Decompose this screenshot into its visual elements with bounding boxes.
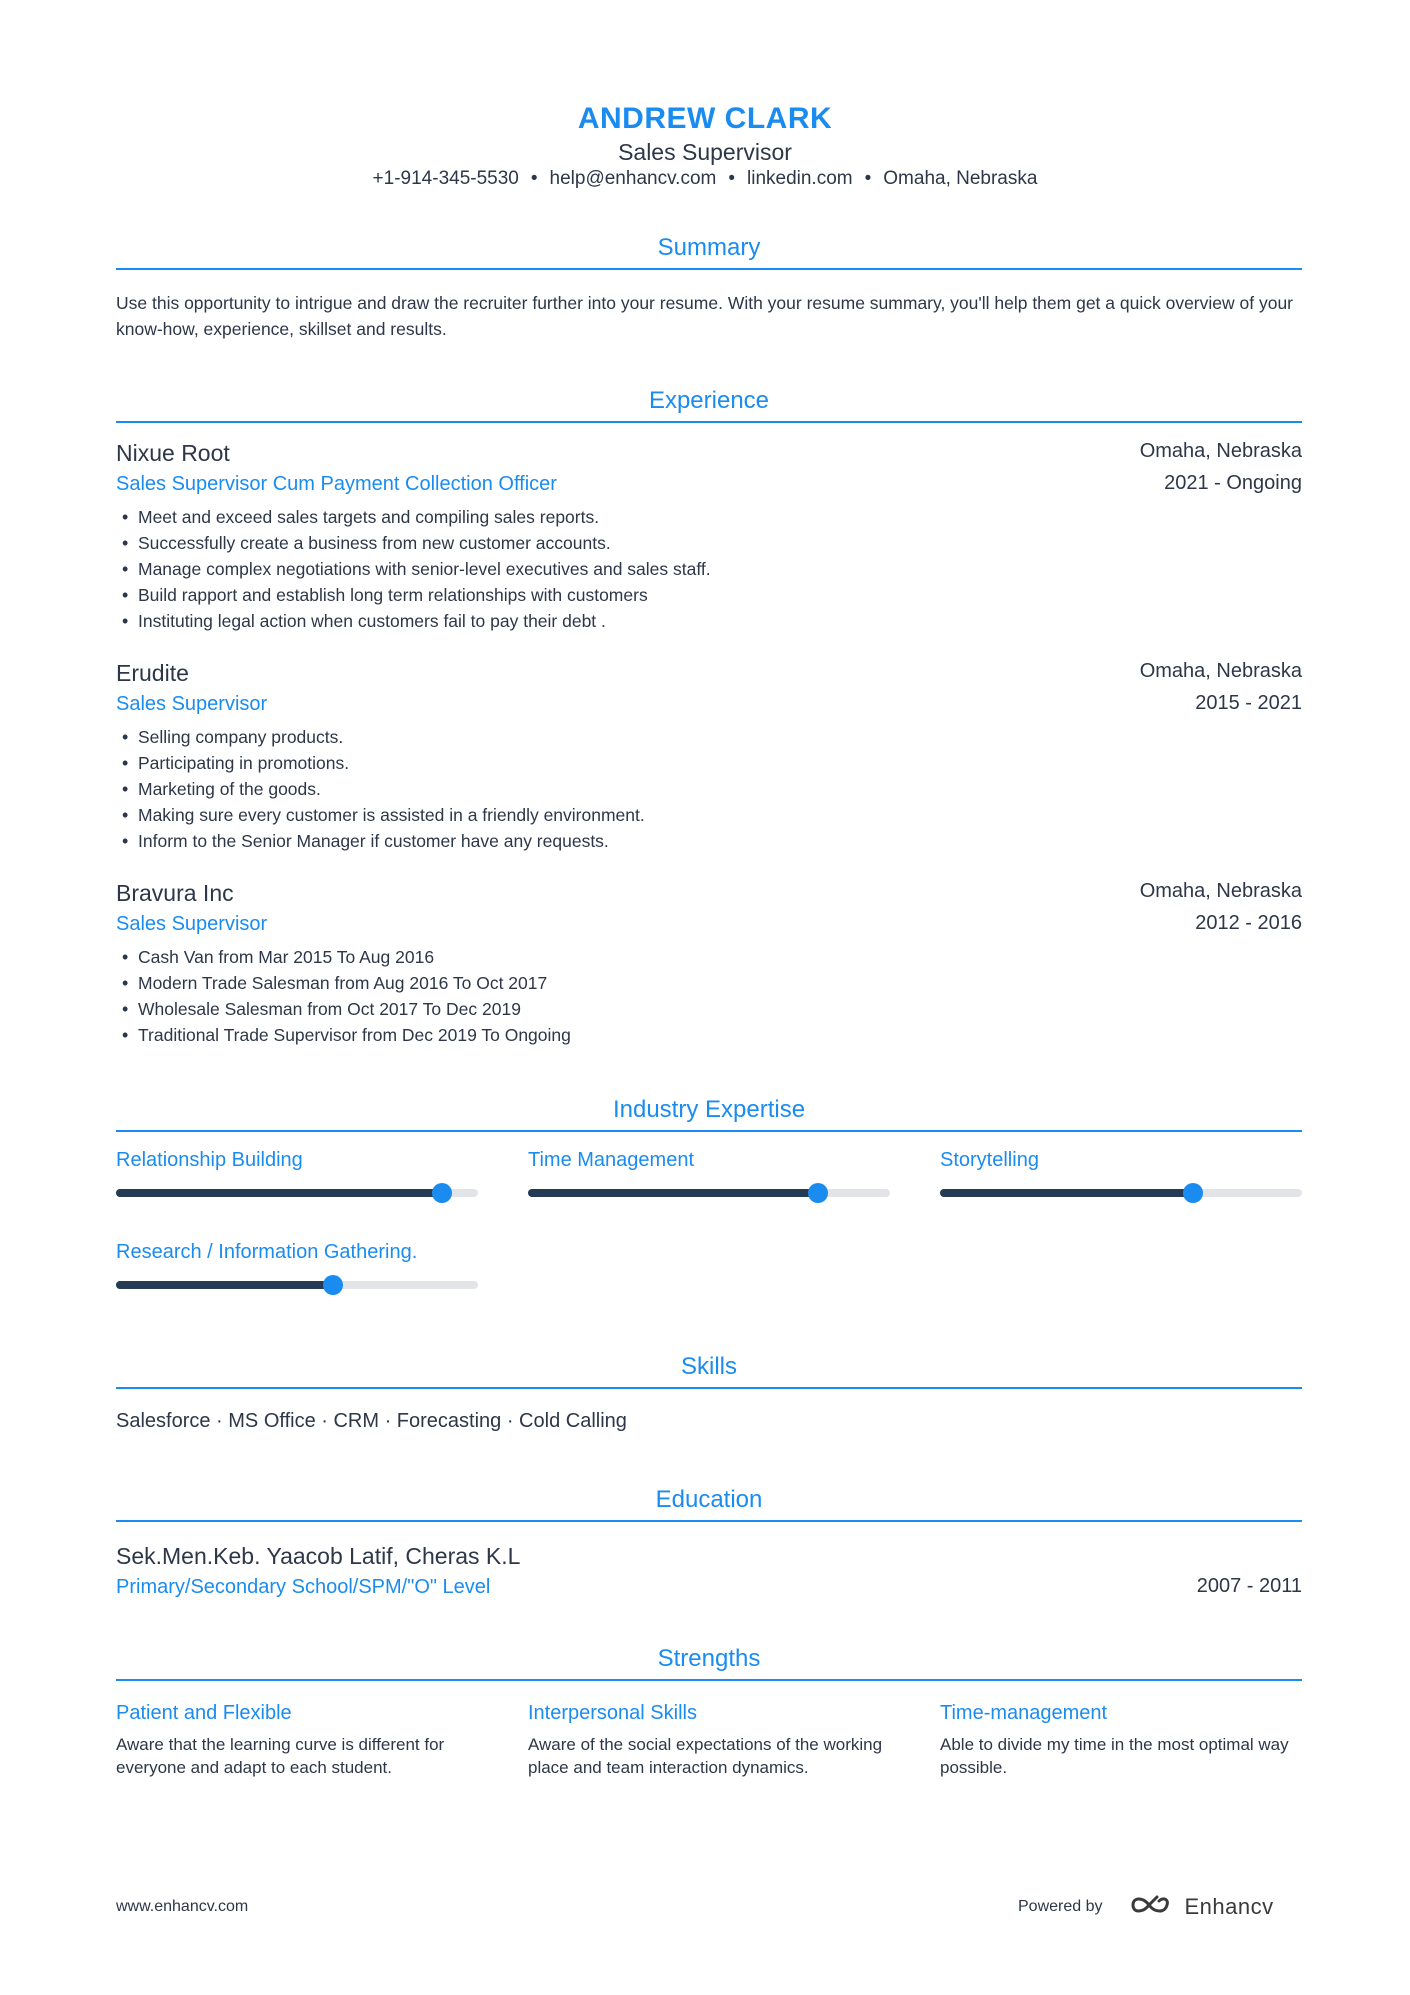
strength-title: Interpersonal Skills [528,1702,697,1724]
separator-dot: • [728,168,735,189]
job-location: Omaha, Nebraska [1139,440,1302,462]
skills-list: Salesforce · MS Office · CRM · Forecasting · Cold Calling [116,1410,627,1432]
location: Omaha, Nebraska [883,168,1038,189]
section-heading-expertise: Industry Expertise [116,1096,1302,1132]
expertise-item [528,1149,890,1172]
job-dates: 2012 - 2016 [1195,912,1302,934]
company-name: Bravura Inc [116,880,234,906]
expertise-bar-knob [323,1275,343,1295]
education-entry [116,1543,1302,1599]
experience-entry [116,660,1302,854]
phone: +1-914-345-5530 [372,168,519,189]
enhancv-logo-icon [1129,1893,1175,1922]
job-role: Sales Supervisor [116,693,268,715]
bullet-item: • Making sure every customer is assisted in a friendly environment. [122,802,1302,828]
company-name: Erudite [116,660,189,686]
bullet-item: • Manage complex negotiations with senior-level executives and sales staff. [122,556,1302,582]
expertise-label: Storytelling [940,1149,1039,1171]
bullet-item: • Cash Van from Mar 2015 To Aug 2016 [122,944,1302,970]
job-bullets [122,944,1302,1048]
strength-item [116,1702,486,1779]
section-heading-summary: Summary [116,234,1302,270]
brand-name: Enhancv [1184,1894,1274,1919]
school-name: Sek.Men.Keb. Yaacob Latif, Cheras K.L [116,1543,521,1569]
candidate-title: Sales Supervisor [618,139,792,165]
bullet-item: • Selling company products. [122,724,1302,750]
contact-line [0,168,1410,190]
expertise-item [116,1149,478,1172]
expertise-bar-track [528,1189,890,1197]
bullet-item: • Instituting legal action when customers fail to pay their debt . [122,608,1302,634]
bullet-item: • Traditional Trade Supervisor from Dec 2019 To Ongoing [122,1022,1302,1048]
expertise-bar-track [940,1189,1302,1197]
bullet-item: • Wholesale Salesman from Oct 2017 To Dec 2019 [122,996,1302,1022]
job-location: Omaha, Nebraska [1139,660,1302,682]
email-link[interactable]: help@enhancv.com [549,168,717,189]
strength-title: Time-management [940,1702,1108,1724]
expertise-bar-fill [940,1189,1193,1197]
expertise-bar-knob [432,1183,452,1203]
footer-website-link[interactable]: www.enhancv.com [116,1898,249,1915]
expertise-bar-track [116,1189,478,1197]
strength-description: Aware of the social expectations of the working place and team interaction dynamics. [528,1735,883,1777]
expertise-bar-fill [116,1281,333,1289]
bullet-item: • Modern Trade Salesman from Aug 2016 To Oct 2017 [122,970,1302,996]
bullet-item: • Participating in promotions. [122,750,1302,776]
bullet-item: • Inform to the Senior Manager if customer have any requests. [122,828,1302,854]
experience-entry [116,880,1302,1048]
education-dates: 2007 - 2011 [1196,1575,1302,1597]
separator-dot: • [530,168,538,189]
job-location: Omaha, Nebraska [1139,880,1302,902]
expertise-item [940,1149,1302,1172]
expertise-bar-track [116,1281,478,1289]
job-dates: 2015 - 2021 [1195,692,1302,714]
separator-dot: • [864,168,872,189]
expertise-item [116,1241,478,1264]
job-role: Sales Supervisor [116,913,268,935]
section-heading-experience: Experience [116,387,1302,423]
expertise-bar-fill [116,1189,442,1197]
job-bullets [122,724,1302,854]
linkedin-link[interactable]: linkedin.com [747,168,853,189]
expertise-label: Time Management [528,1149,694,1171]
degree: Primary/Secondary School/SPM/"O" Level [116,1576,491,1598]
bullet-item: • Marketing of the goods. [122,776,1302,802]
company-name: Nixue Root [116,440,230,466]
expertise-bar-knob [1183,1183,1203,1203]
summary-text: Use this opportunity to intrigue and draw the recruiter further into your resume. With your resume summary, you'll help them get a quick overview of your know-how, experience, skillset and results. [116,293,1294,339]
strength-description: Able to divide my time in the most optimal way possible. [940,1735,1289,1777]
expertise-label: Research / Information Gathering. [116,1241,418,1263]
job-bullets [122,504,1302,634]
experience-entry [116,440,1302,634]
strength-item [528,1702,898,1779]
expertise-bar-knob [808,1183,828,1203]
expertise-label: Relationship Building [116,1149,303,1171]
section-heading-education: Education [116,1486,1302,1522]
expertise-bar-fill [528,1189,818,1197]
job-dates: 2021 - Ongoing [1164,472,1302,494]
powered-by-label: Powered by [1018,1898,1103,1915]
bullet-item: • Meet and exceed sales targets and compiling sales reports. [122,504,1302,530]
bullet-item: • Successfully create a business from new customer accounts. [122,530,1302,556]
candidate-name: ANDREW CLARK [577,102,833,135]
bullet-item: • Build rapport and establish long term relationships with customers [122,582,1302,608]
job-role: Sales Supervisor Cum Payment Collection Officer [116,473,557,495]
footer-branding [1018,1892,1274,1922]
strength-description: Aware that the learning curve is different for everyone and adapt to each student. [116,1735,445,1777]
section-heading-skills: Skills [116,1353,1302,1389]
strength-item [940,1702,1310,1779]
strength-title: Patient and Flexible [116,1702,292,1724]
section-heading-strengths: Strengths [116,1645,1302,1681]
